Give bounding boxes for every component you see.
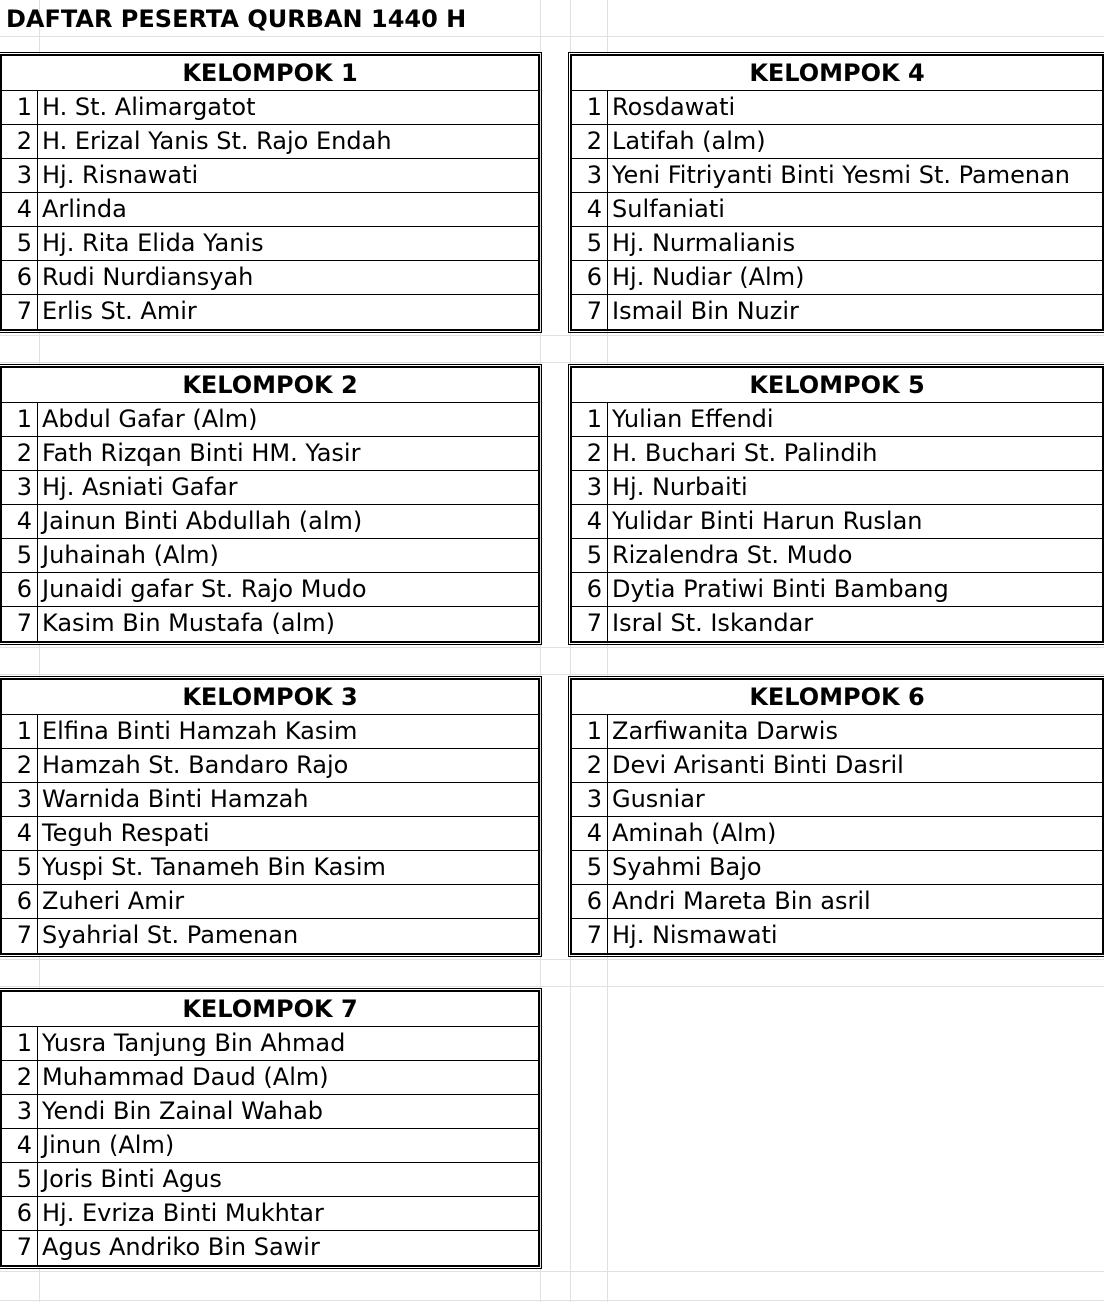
- row-number: 3: [572, 471, 608, 504]
- table-row: [572, 437, 1102, 471]
- row-number: 7: [2, 295, 38, 329]
- table-row: [2, 403, 538, 437]
- participant-name: H. Erizal Yanis St. Rajo Endah: [42, 127, 392, 155]
- participant-name: Syahmi Bajo: [612, 853, 762, 881]
- row-number: 1: [572, 91, 608, 124]
- table-row: [2, 125, 538, 159]
- group-header: KELOMPOK 6: [572, 680, 1102, 715]
- participant-name: Sulfaniati: [612, 195, 725, 223]
- table-row: [572, 261, 1102, 295]
- row-number: 4: [572, 193, 608, 226]
- participant-name: Elfina Binti Hamzah Kasim: [42, 717, 358, 745]
- table-row: [2, 885, 538, 919]
- row-number: 2: [572, 125, 608, 158]
- participant-name: Yusra Tanjung Bin Ahmad: [42, 1029, 346, 1057]
- row-number: 1: [2, 91, 38, 124]
- row-number: 6: [572, 261, 608, 294]
- participant-name: Rudi Nurdiansyah: [42, 263, 254, 291]
- participant-name: Juhainah (Alm): [42, 541, 219, 569]
- row-number: 2: [2, 437, 38, 470]
- participant-name: Zuheri Amir: [42, 887, 185, 915]
- group-table-5: [570, 366, 1104, 643]
- table-row: [2, 227, 538, 261]
- table-row: [572, 227, 1102, 261]
- group-table-2: [0, 366, 540, 643]
- row-number: 3: [572, 783, 608, 816]
- table-row: [2, 749, 538, 783]
- table-row: [572, 193, 1102, 227]
- table-row: [572, 159, 1102, 193]
- row-number: 7: [2, 607, 38, 641]
- row-number: 6: [2, 261, 38, 294]
- row-number: 1: [2, 715, 38, 748]
- table-row: [2, 1027, 538, 1061]
- participant-name: Syahrial St. Pamenan: [42, 921, 299, 949]
- participant-name: Yeni Fitriyanti Binti Yesmi St. Pamenan: [612, 161, 1070, 189]
- row-number: 3: [2, 471, 38, 504]
- participant-name: Isral St. Iskandar: [612, 609, 814, 637]
- participant-name: Hj. Asniati Gafar: [42, 473, 238, 501]
- row-number: 3: [2, 783, 38, 816]
- participant-name: Yendi Bin Zainal Wahab: [42, 1097, 324, 1125]
- participant-name: Hj. Nurbaiti: [612, 473, 748, 501]
- table-row: [572, 919, 1102, 953]
- row-number: 5: [2, 1163, 38, 1196]
- row-number: 1: [2, 403, 38, 436]
- table-row: [2, 295, 538, 329]
- table-row: [2, 573, 538, 607]
- row-number: 5: [572, 539, 608, 572]
- group-header: KELOMPOK 3: [2, 680, 538, 715]
- participant-name: Rizalendra St. Mudo: [612, 541, 853, 569]
- participant-name: Arlinda: [42, 195, 127, 223]
- table-row: [2, 505, 538, 539]
- participant-name: Dytia Pratiwi Binti Bambang: [612, 575, 949, 603]
- table-row: [2, 1231, 538, 1265]
- table-row: [572, 91, 1102, 125]
- participant-name: Jainun Binti Abdullah (alm): [42, 507, 363, 535]
- participant-name: Latifah (alm): [612, 127, 766, 155]
- row-number: 5: [2, 539, 38, 572]
- participant-name: Rosdawati: [612, 93, 736, 121]
- group-header: KELOMPOK 4: [572, 56, 1102, 91]
- table-row: [2, 91, 538, 125]
- table-row: [572, 749, 1102, 783]
- row-number: 6: [572, 885, 608, 918]
- row-number: 7: [2, 919, 38, 953]
- participant-name: Hj. Nismawati: [612, 921, 778, 949]
- table-row: [2, 1061, 538, 1095]
- table-row: [572, 505, 1102, 539]
- table-row: [2, 261, 538, 295]
- row-number: 5: [572, 227, 608, 260]
- participant-name: H. St. Alimargatot: [42, 93, 256, 121]
- participant-name: Hj. Rita Elida Yanis: [42, 229, 264, 257]
- table-row: [572, 125, 1102, 159]
- participant-name: Teguh Respati: [42, 819, 210, 847]
- participant-name: Hj. Evriza Binti Mukhtar: [42, 1199, 324, 1227]
- row-number: 6: [572, 573, 608, 606]
- row-number: 1: [572, 403, 608, 436]
- table-row: [572, 817, 1102, 851]
- participant-name: H. Buchari St. Palindih: [612, 439, 878, 467]
- table-row: [572, 783, 1102, 817]
- participant-name: Erlis St. Amir: [42, 297, 197, 325]
- row-number: 4: [2, 817, 38, 850]
- participant-name: Aminah (Alm): [612, 819, 777, 847]
- participant-name: Hj. Risnawati: [42, 161, 199, 189]
- group-header: KELOMPOK 1: [2, 56, 538, 91]
- row-number: 3: [2, 159, 38, 192]
- group-header: KELOMPOK 2: [2, 368, 538, 403]
- row-number: 7: [572, 607, 608, 641]
- table-row: [572, 851, 1102, 885]
- participant-name: Jinun (Alm): [42, 1131, 175, 1159]
- participant-name: Kasim Bin Mustafa (alm): [42, 609, 335, 637]
- table-row: [2, 851, 538, 885]
- row-number: 1: [2, 1027, 38, 1060]
- row-number: 4: [572, 505, 608, 538]
- participant-name: Gusniar: [612, 785, 705, 813]
- table-row: [2, 1129, 538, 1163]
- table-row: [572, 295, 1102, 329]
- participant-name: Devi Arisanti Binti Dasril: [612, 751, 904, 779]
- table-row: [2, 919, 538, 953]
- row-number: 4: [2, 1129, 38, 1162]
- table-row: [2, 817, 538, 851]
- group-table-6: [570, 678, 1104, 955]
- group-header: KELOMPOK 5: [572, 368, 1102, 403]
- row-number: 5: [2, 227, 38, 260]
- participant-name: Yulidar Binti Harun Ruslan: [612, 507, 923, 535]
- row-number: 2: [2, 749, 38, 782]
- table-row: [2, 159, 538, 193]
- participant-name: Agus Andriko Bin Sawir: [42, 1233, 320, 1261]
- row-number: 2: [572, 437, 608, 470]
- participant-name: Abdul Gafar (Alm): [42, 405, 258, 433]
- participant-name: Hamzah St. Bandaro Rajo: [42, 751, 349, 779]
- group-table-3: [0, 678, 540, 955]
- table-row: [2, 1095, 538, 1129]
- participant-name: Ismail Bin Nuzir: [612, 297, 799, 325]
- table-row: [2, 193, 538, 227]
- participant-name: Muhammad Daud (Alm): [42, 1063, 329, 1091]
- table-row: [572, 607, 1102, 641]
- table-row: [2, 783, 538, 817]
- group-table-7: [0, 990, 540, 1267]
- participant-name: Junaidi gafar St. Rajo Mudo: [42, 575, 367, 603]
- row-number: 3: [572, 159, 608, 192]
- row-number: 1: [572, 715, 608, 748]
- participant-name: Warnida Binti Hamzah: [42, 785, 309, 813]
- table-row: [572, 715, 1102, 749]
- participant-name: Joris Binti Agus: [42, 1165, 222, 1193]
- sheet-title: DAFTAR PESERTA QURBAN 1440 H: [6, 5, 467, 33]
- row-number: 7: [2, 1231, 38, 1265]
- row-number: 3: [2, 1095, 38, 1128]
- participant-name: Yuspi St. Tanameh Bin Kasim: [42, 853, 386, 881]
- table-row: [572, 885, 1102, 919]
- row-number: 5: [572, 851, 608, 884]
- row-number: 5: [2, 851, 38, 884]
- row-number: 2: [572, 749, 608, 782]
- table-row: [2, 539, 538, 573]
- group-header: KELOMPOK 7: [2, 992, 538, 1027]
- participant-name: Andri Mareta Bin asril: [612, 887, 871, 915]
- row-number: 4: [572, 817, 608, 850]
- row-number: 2: [2, 1061, 38, 1094]
- table-row: [572, 403, 1102, 437]
- row-number: 2: [2, 125, 38, 158]
- participant-name: Zarfiwanita Darwis: [612, 717, 838, 745]
- participant-name: Hj. Nudiar (Alm): [612, 263, 805, 291]
- participant-name: Yulian Effendi: [612, 405, 774, 433]
- table-row: [2, 607, 538, 641]
- participant-name: Fath Rizqan Binti HM. Yasir: [42, 439, 361, 467]
- table-row: [572, 573, 1102, 607]
- row-number: 7: [572, 919, 608, 953]
- row-number: 4: [2, 193, 38, 226]
- table-row: [2, 471, 538, 505]
- table-row: [2, 1197, 538, 1231]
- participant-name: Hj. Nurmalianis: [612, 229, 796, 257]
- row-number: 6: [2, 573, 38, 606]
- group-table-4: [570, 54, 1104, 331]
- table-row: [2, 715, 538, 749]
- row-number: 4: [2, 505, 38, 538]
- row-number: 6: [2, 885, 38, 918]
- row-number: 7: [572, 295, 608, 329]
- group-table-1: [0, 54, 540, 331]
- table-row: [2, 437, 538, 471]
- table-row: [2, 1163, 538, 1197]
- row-number: 6: [2, 1197, 38, 1230]
- table-row: [572, 539, 1102, 573]
- table-row: [572, 471, 1102, 505]
